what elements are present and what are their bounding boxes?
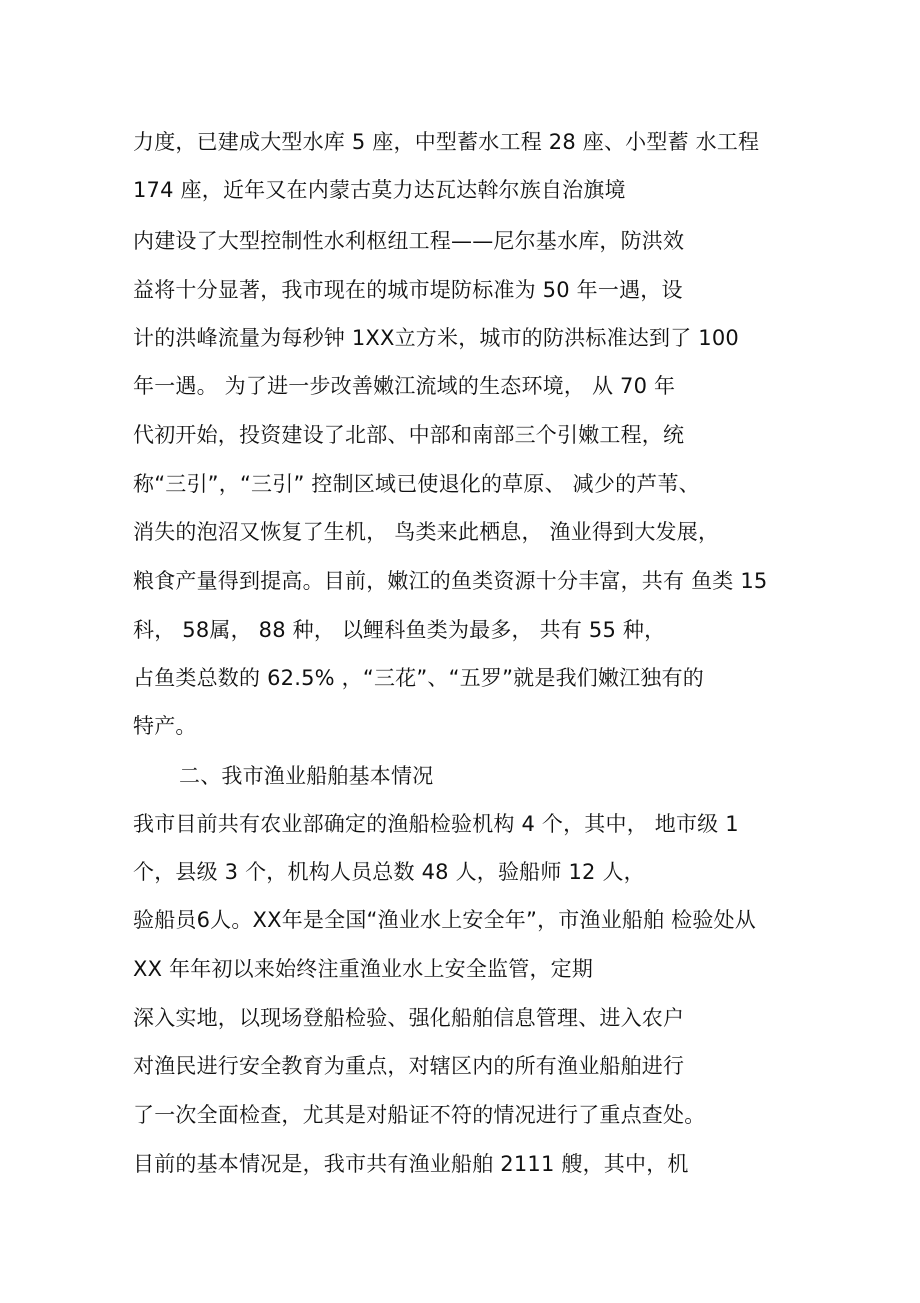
paragraph-line: 称“三引”，“三引” 控制区域已使退化的草原、 减少的芦苇、 [133, 472, 700, 496]
paragraph-line: XX 年年初以来始终注重渔业水上安全监管，定期 [133, 957, 594, 981]
paragraph-line: 目前的基本情况是，我市共有渔业船舶 2111 艘，其中，机 [133, 1152, 689, 1176]
paragraph-line: 粮食产量得到提高。目前，嫩江的鱼类资源十分丰富，共有 鱼类 15 [133, 569, 768, 593]
paragraph-line: 了一次全面检查，尤其是对船证不符的情况进行了重点查处。 [133, 1103, 706, 1127]
paragraph-line: 内建设了大型控制性水利枢纽工程——尼尔基水库，防洪效 [133, 229, 685, 253]
paragraph-line: 力度，已建成大型水库 5 座，中型蓄水工程 28 座、小型蓄 水工程 [133, 130, 760, 154]
paragraph-line: 计的洪峰流量为每秒钟 1XX立方米，城市的防洪标准达到了 100 [133, 326, 739, 350]
paragraph-line: 我市目前共有农业部确定的渔船检验机构 4 个，其中， 地市级 1 [133, 812, 739, 836]
paragraph-line: 验船员6人。XX年是全国“渔业水上安全年”，市渔业船舶 检验处从 [133, 908, 756, 932]
paragraph-line: 占鱼类总数的 62.5% ，“三花”、“五罗”就是我们嫩江独有的 [133, 666, 704, 690]
paragraph-line: 消失的泡沼又恢复了生机， 鸟类来此栖息， 渔业得到大发展， [133, 520, 720, 544]
paragraph-line: 年一遇。 为了进一步改善嫩江流域的生态环境， 从 70 年 [133, 374, 676, 398]
paragraph-line: 对渔民进行安全教育为重点，对辖区内的所有渔业船舶进行 [133, 1054, 685, 1078]
paragraph-line: 代初开始，投资建设了北部、中部和南部三个引嫩工程，统 [133, 423, 685, 447]
paragraph-line: 个，县级 3 个，机构人员总数 48 人，验船师 12 人， [133, 860, 645, 884]
paragraph-line: 深入实地，以现场登船检验、强化船舶信息管理、进入农户 [133, 1006, 685, 1030]
section-heading: 二、我市渔业船舶基本情况 [179, 764, 434, 788]
paragraph-line: 特产。 [133, 714, 197, 738]
paragraph-line: 174 座，近年又在内蒙古莫力达瓦达斡尔族自治旗境 [133, 178, 626, 202]
paragraph-line: 益将十分显著，我市现在的城市堤防标准为 50 年一遇，设 [133, 278, 683, 302]
paragraph-line: 科， 58属， 88 种， 以鲤科鱼类为最多， 共有 55 种， [133, 618, 666, 642]
